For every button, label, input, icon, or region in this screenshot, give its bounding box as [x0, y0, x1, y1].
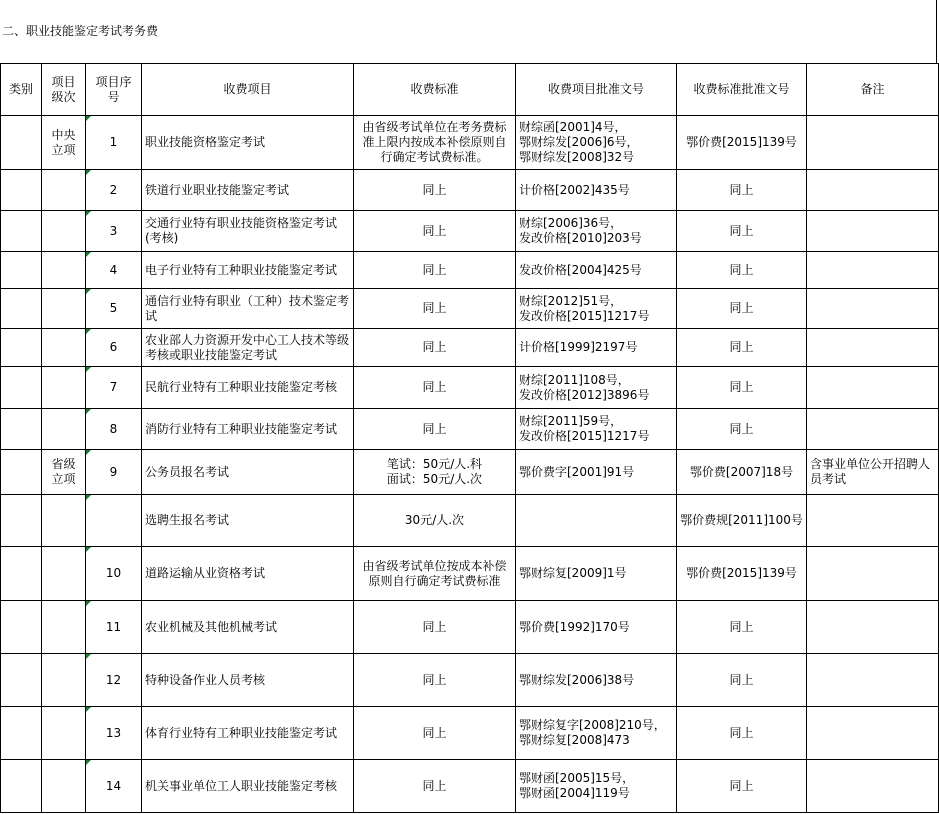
cell-item-doc: 财综函[2001]4号， 鄂财综发[2006]6号， 鄂财综发[2008]32号	[516, 116, 677, 170]
cell-level	[42, 409, 86, 450]
cell-standard: 同上	[354, 289, 516, 329]
table-row	[1, 495, 939, 547]
cell-category	[1, 547, 42, 601]
cell-remark	[807, 760, 939, 813]
cell-std-doc: 鄂价费规[2011]100号	[677, 495, 807, 547]
cell-std-doc: 同上	[677, 329, 807, 367]
cell-standard: 同上	[354, 252, 516, 289]
header-row	[1, 64, 939, 116]
cell-category	[1, 760, 42, 813]
cell-seq: 14	[86, 760, 142, 813]
cell-standard: 同上	[354, 329, 516, 367]
cell-item-doc: 鄂价费字[2001]91号	[516, 450, 677, 495]
cell-seq: 12	[86, 654, 142, 707]
cell-level	[42, 601, 86, 654]
header-remark: 备注	[807, 64, 939, 116]
cell-standard: 笔试：50元/人.科 面试：50元/人.次	[354, 450, 516, 495]
fee-table	[0, 63, 939, 813]
cell-item: 体育行业特有工种职业技能鉴定考试	[142, 707, 354, 760]
cell-level: 省级 立项	[42, 450, 86, 495]
cell-remark	[807, 409, 939, 450]
cell-item: 公务员报名考试	[142, 450, 354, 495]
cell-item: 机关事业单位工人职业技能鉴定考核	[142, 760, 354, 813]
cell-seq: 10	[86, 547, 142, 601]
cell-remark	[807, 329, 939, 367]
cell-std-doc: 鄂价费[2015]139号	[677, 547, 807, 601]
table-row	[1, 170, 939, 211]
header-standard: 收费标准	[354, 64, 516, 116]
cell-item-doc: 鄂财综复[2009]1号	[516, 547, 677, 601]
cell-item-doc: 财综[2006]36号， 发改价格[2010]203号	[516, 211, 677, 252]
table-row	[1, 289, 939, 329]
cell-level	[42, 654, 86, 707]
cell-std-doc: 鄂价费[2015]139号	[677, 116, 807, 170]
cell-seq: 13	[86, 707, 142, 760]
cell-level	[42, 329, 86, 367]
table-row	[1, 367, 939, 409]
cell-seq: 3	[86, 211, 142, 252]
table-row	[1, 211, 939, 252]
cell-item-doc: 财综[2011]108号， 发改价格[2012]3896号	[516, 367, 677, 409]
cell-remark	[807, 654, 939, 707]
cell-item-doc: 鄂财函[2005]15号， 鄂财函[2004]119号	[516, 760, 677, 813]
cell-std-doc: 同上	[677, 654, 807, 707]
cell-level	[42, 707, 86, 760]
cell-seq	[86, 495, 142, 547]
cell-item-doc: 财综[2012]51号， 发改价格[2015]1217号	[516, 289, 677, 329]
cell-remark	[807, 116, 939, 170]
cell-seq: 8	[86, 409, 142, 450]
cell-category	[1, 289, 42, 329]
cell-level	[42, 170, 86, 211]
cell-category	[1, 707, 42, 760]
cell-std-doc: 同上	[677, 211, 807, 252]
cell-standard: 同上	[354, 170, 516, 211]
cell-seq: 9	[86, 450, 142, 495]
cell-category	[1, 495, 42, 547]
cell-standard: 由省级考试单位按成本补偿原则自行确定考试费标准	[354, 547, 516, 601]
cell-std-doc: 同上	[677, 367, 807, 409]
cell-item: 农业部人力资源开发中心工人技术等级考核或职业技能鉴定考试	[142, 329, 354, 367]
cell-item: 农业机械及其他机械考试	[142, 601, 354, 654]
cell-item: 特种设备作业人员考核	[142, 654, 354, 707]
cell-item: 道路运输从业资格考试	[142, 547, 354, 601]
table-row	[1, 450, 939, 495]
cell-remark	[807, 547, 939, 601]
cell-remark	[807, 289, 939, 329]
cell-item: 民航行业特有工种职业技能鉴定考核	[142, 367, 354, 409]
table-row	[1, 760, 939, 813]
cell-standard: 同上	[354, 707, 516, 760]
cell-item: 铁道行业职业技能鉴定考试	[142, 170, 354, 211]
header-category: 类别	[1, 64, 42, 116]
cell-level	[42, 252, 86, 289]
cell-level	[42, 289, 86, 329]
cell-level	[42, 495, 86, 547]
cell-seq: 11	[86, 601, 142, 654]
cell-remark	[807, 495, 939, 547]
header-seq: 项目序 号	[86, 64, 142, 116]
cell-item: 电子行业特有工种职业技能鉴定考试	[142, 252, 354, 289]
cell-remark	[807, 170, 939, 211]
cell-level	[42, 367, 86, 409]
header-std-doc: 收费标准批准文号	[677, 64, 807, 116]
cell-standard: 同上	[354, 211, 516, 252]
table-row	[1, 409, 939, 450]
cell-remark	[807, 211, 939, 252]
table-row	[1, 116, 939, 170]
header-item-doc: 收费项目批准文号	[516, 64, 677, 116]
cell-standard: 同上	[354, 601, 516, 654]
cell-seq: 2	[86, 170, 142, 211]
cell-std-doc: 鄂价费[2007]18号	[677, 450, 807, 495]
cell-remark	[807, 601, 939, 654]
cell-item: 职业技能资格鉴定考试	[142, 116, 354, 170]
cell-remark	[807, 252, 939, 289]
cell-std-doc: 同上	[677, 601, 807, 654]
sheet-edge-line	[936, 0, 937, 63]
table-row	[1, 329, 939, 367]
cell-item-doc: 鄂价费[1992]170号	[516, 601, 677, 654]
cell-item-doc: 计价格[2002]435号	[516, 170, 677, 211]
cell-category	[1, 329, 42, 367]
cell-item-doc: 鄂财综复字[2008]210号，鄂财综复[2008]473	[516, 707, 677, 760]
cell-category	[1, 170, 42, 211]
cell-seq: 4	[86, 252, 142, 289]
cell-item-doc: 发改价格[2004]425号	[516, 252, 677, 289]
cell-seq: 1	[86, 116, 142, 170]
cell-category	[1, 601, 42, 654]
header-level: 项目 级次	[42, 64, 86, 116]
cell-seq: 7	[86, 367, 142, 409]
cell-seq: 6	[86, 329, 142, 367]
cell-standard: 同上	[354, 409, 516, 450]
cell-item-doc: 鄂财综发[2006]38号	[516, 654, 677, 707]
cell-item: 消防行业特有工种职业技能鉴定考试	[142, 409, 354, 450]
cell-remark	[807, 707, 939, 760]
cell-item-doc	[516, 495, 677, 547]
cell-seq: 5	[86, 289, 142, 329]
cell-level	[42, 547, 86, 601]
cell-remark	[807, 367, 939, 409]
cell-category	[1, 252, 42, 289]
cell-item-doc: 计价格[1999]2197号	[516, 329, 677, 367]
cell-item: 通信行业特有职业（工种）技术鉴定考试	[142, 289, 354, 329]
cell-std-doc: 同上	[677, 409, 807, 450]
cell-standard: 同上	[354, 367, 516, 409]
header-item: 收费项目	[142, 64, 354, 116]
cell-remark: 含事业单位公开招聘人员考试	[807, 450, 939, 495]
cell-item-doc: 财综[2011]59号， 发改价格[2015]1217号	[516, 409, 677, 450]
cell-level	[42, 760, 86, 813]
cell-standard: 同上	[354, 760, 516, 813]
cell-category	[1, 654, 42, 707]
table-row	[1, 547, 939, 601]
cell-category	[1, 116, 42, 170]
table-row	[1, 707, 939, 760]
table-row	[1, 252, 939, 289]
cell-level	[42, 211, 86, 252]
cell-category	[1, 450, 42, 495]
cell-std-doc: 同上	[677, 252, 807, 289]
section-title: 二、职业技能鉴定考试考务费	[2, 24, 159, 38]
cell-category	[1, 409, 42, 450]
cell-std-doc: 同上	[677, 289, 807, 329]
cell-std-doc: 同上	[677, 707, 807, 760]
cell-category	[1, 211, 42, 252]
cell-item: 交通行业特有职业技能资格鉴定考试(考核)	[142, 211, 354, 252]
cell-standard: 由省级考试单位在考务费标准上限内按成本补偿原则自行确定考试费标准。	[354, 116, 516, 170]
table-row	[1, 654, 939, 707]
cell-standard: 30元/人.次	[354, 495, 516, 547]
cell-standard: 同上	[354, 654, 516, 707]
cell-std-doc: 同上	[677, 170, 807, 211]
cell-std-doc: 同上	[677, 760, 807, 813]
cell-category	[1, 367, 42, 409]
cell-level: 中央 立项	[42, 116, 86, 170]
cell-item: 选聘生报名考试	[142, 495, 354, 547]
table-row	[1, 601, 939, 654]
